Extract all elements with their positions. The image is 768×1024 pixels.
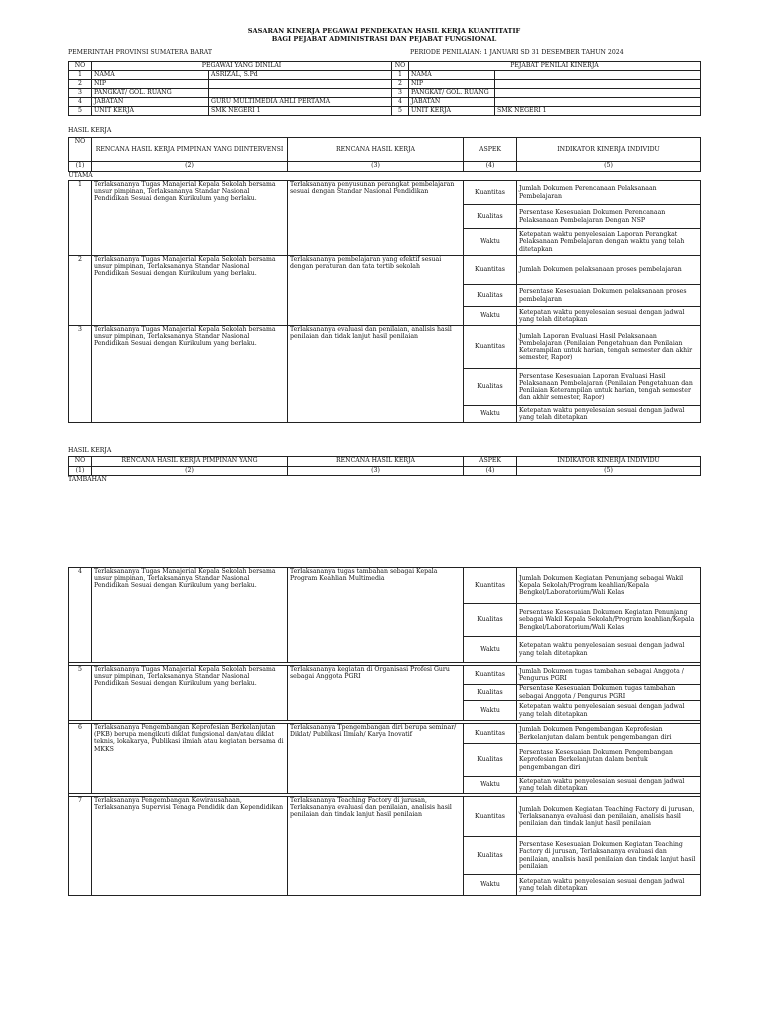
kerja-rhk: Terlaksananya pembelajaran yang efektif sesuai dengan peraturan dan tata tertib sekolah	[288, 256, 464, 326]
kerja-indikator: Jumlah Dokumen Kegiatan Penunjang sebagai Wakil Kepala Sekolah/Program keahlian/Kepala Bengkel/Laboratorium/Wali Kelas	[517, 568, 701, 604]
kerja-rhk-pimpinan: Terlaksananya Tugas Manajerial Kepala Sekolah bersama unsur pimpinan, Terlaksananya Standar Nasional Pendidikan Sesuai dengan Kurikulum yang berlaku.	[92, 326, 288, 423]
kerja-aspek: Kuantitas	[464, 568, 517, 604]
identity-no-right: 1	[392, 71, 409, 80]
kerja-no: 3	[69, 326, 92, 423]
kerja-rhk: Terlaksananya penyusunan perangkat pembelajaran sesuai dengan Standar Nasional Pendidikan	[288, 181, 464, 256]
kerja-aspek: Kualitas	[464, 604, 517, 637]
identity-rows	[69, 71, 701, 116]
col-number-3b: (3)	[288, 467, 464, 476]
identity-field-label-right: JABATAN	[409, 98, 495, 107]
kerja-no: 4	[69, 568, 92, 663]
tambahan-header-row	[69, 457, 701, 467]
identity-field-label-right: NIP	[409, 80, 495, 89]
kerja-aspek: Waktu	[464, 229, 517, 256]
col-number-3: (3)	[288, 162, 464, 172]
identity-row	[69, 98, 701, 107]
identity-no-right: 4	[392, 98, 409, 107]
col-number-2: (2)	[92, 162, 288, 172]
kerja-no: 5	[69, 666, 92, 721]
identity-field-value	[209, 89, 392, 98]
col-aspek-header-2: ASPEK	[464, 457, 517, 467]
pejabat-penilai-header: PEJABAT PENILAI KINERJA	[409, 62, 701, 71]
col-number-1: (1)	[69, 162, 92, 172]
kerja-indikator: Jumlah Dokumen tugas tambahan sebagai Anggota / Pengurus PGRI	[517, 666, 701, 685]
identity-no: 3	[69, 89, 92, 98]
kerja-rhk-pimpinan: Terlaksananya Pengembangan Keprofesian Berkelanjutan (PKB) berupa mengikuti diklat fungsional dan/atau diklat teknis, lokakarya, Publikasi ilmiah atau kegiatan bersama di MKKS	[92, 724, 288, 794]
kerja-rhk: Terlaksananya Tpengembangan diri berupa seminar/ Diklat/ Publikasi Ilmiah/ Karya Inovatif	[288, 724, 464, 794]
column-number-row-2	[69, 467, 701, 476]
identity-field-label: NIP	[92, 80, 209, 89]
document-title-line2: BAGI PEJABAT ADMINISTRASI DAN PEJABAT FUNGSIONAL	[271, 35, 497, 43]
identity-field-value-right	[495, 98, 701, 107]
hasil-kerja-header-row	[69, 138, 701, 162]
kerja-rhk-pimpinan: Terlaksananya Tugas Manajerial Kepala Sekolah bersama unsur pimpinan, Terlaksananya Standar Nasional Pendidikan Sesuai dengan Kurikulum yang berlaku.	[92, 181, 288, 256]
kerja-rhk: Terlaksananya tugas tambahan sebagai Kepala Program Keahlian Multimedia	[288, 568, 464, 663]
identity-field-value: SMK NEGERI 1	[209, 107, 392, 116]
kerja-aspek: Kualitas	[464, 285, 517, 307]
kerja-no: 1	[69, 181, 92, 256]
document-title-line1: SASARAN KINERJA PEGAWAI PENDEKATAN HASIL KERJA KUANTITATIF	[247, 27, 521, 35]
kerja-row	[69, 181, 701, 205]
identity-field-value-right	[495, 89, 701, 98]
identity-table	[68, 61, 701, 116]
kerja-aspek: Kuantitas	[464, 326, 517, 369]
pegawai-dinilai-header: PEGAWAI YANG DINILAI	[92, 62, 392, 71]
kerja-aspek: Waktu	[464, 406, 517, 423]
kerja-aspek: Waktu	[464, 637, 517, 663]
kerja-indikator: Ketepatan waktu penyelesaian sesuai dengan jadwal yang telah ditetapkan	[517, 875, 701, 896]
identity-field-label-right: PANGKAT/ GOL. RUANG	[409, 89, 495, 98]
kerja-aspek: Kualitas	[464, 205, 517, 229]
identity-row	[69, 107, 701, 116]
hasil-kerja-label: HASIL KERJA	[68, 127, 112, 134]
column-number-row	[69, 162, 701, 172]
col-no-header-2: NO	[69, 457, 92, 467]
kerja-aspek: Kuantitas	[464, 256, 517, 285]
col-indikator-header: INDIKATOR KINERJA INDIVIDU	[517, 138, 701, 162]
col-number-2b: (2)	[92, 467, 288, 476]
col-rhk-pimpinan-header: RENCANA HASIL KERJA PIMPINAN YANG DIINTERVENSI	[92, 138, 288, 162]
kerja-no: 7	[69, 797, 92, 896]
kerja-row	[69, 256, 701, 285]
identity-field-label: NAMA	[92, 71, 209, 80]
kerja-indikator: Persentase Kesesuaian Dokumen tugas tambahan sebagai Anggota / Pengurus PGRI	[517, 685, 701, 701]
identity-field-value: GURU MULTIMEDIA AHLI PERTAMA	[209, 98, 392, 107]
kerja-rhk-pimpinan: Terlaksananya Pengembangan Kewirausahaan, Terlaksananya Supervisi Tenaga Pendidik dan Kependidikan	[92, 797, 288, 896]
col-rhk-pimpinan-header-2: RENCANA HASIL KERJA PIMPINAN YANG	[92, 457, 288, 467]
identity-field-value-right	[495, 71, 701, 80]
kerja-no: 6	[69, 724, 92, 794]
kerja-indikator: Ketepatan waktu penyelesaian Laporan Perangkat Pelaksanaan Pembelajaran dengan waktu yang telah ditetapkan	[517, 229, 701, 256]
identity-no: 4	[69, 98, 92, 107]
kerja-indikator: Persentase Kesesuaian Dokumen Pengembangan Keprofesian Berkelanjutan dalam bentuk pengembangan diri	[517, 744, 701, 777]
kerja-indikator: Ketepatan waktu penyelesaian sesuai dengan jadwal yang telah ditetapkan	[517, 637, 701, 663]
identity-field-value-right: SMK NEGERI 1	[495, 107, 701, 116]
identity-no: 2	[69, 80, 92, 89]
kerja-aspek: Kuantitas	[464, 724, 517, 744]
identity-row	[69, 80, 701, 89]
periode-label: PERIODE PENILAIAN: 1 JANUARI SD 31 DESEMBER TAHUN 2024	[410, 49, 624, 56]
identity-no-right: 3	[392, 89, 409, 98]
kerja-indikator: Persentase Kesesuaian Dokumen pelaksanaan proses pembelajaran	[517, 285, 701, 307]
kerja-row	[69, 797, 701, 837]
kerja-indikator: Ketepatan waktu penyelesaian sesuai dengan jadwal yang telah ditetapkan	[517, 307, 701, 326]
kerja-rhk-pimpinan: Terlaksananya Tugas Manajerial Kepala Sekolah bersama unsur pimpinan, Terlaksananya Standar Nasional Pendidikan Sesuai dengan Kurikulum yang berlaku.	[92, 666, 288, 721]
kerja-aspek: Kualitas	[464, 837, 517, 875]
identity-field-label: PANGKAT/ GOL. RUANG	[92, 89, 209, 98]
kerja-row	[69, 666, 701, 685]
kerja-indikator: Persentase Kesesuaian Laporan Evaluasi Hasil Pelaksanaan Pembelajaran (Penilaian Pengetahuan dan Penilaian Keterampilan untuk harian, tengah semester dan akhir semester, Rapor)	[517, 369, 701, 406]
tambahan-label: TAMBAHAN	[68, 476, 107, 483]
identity-no: 1	[69, 71, 92, 80]
kerja-indikator: Jumlah Dokumen Pengembangan Keprofesian Berkelanjutan dalam bentuk pengembangan diri	[517, 724, 701, 744]
utama-label-row	[69, 172, 701, 181]
hasil-kerja-tambahan-header-table	[68, 456, 701, 476]
identity-field-label-right: NAMA	[409, 71, 495, 80]
kerja-indikator: Jumlah Laporan Evaluasi Hasil Pelaksanaan Pembelajaran (Penilaian Pengetahuan dan Penilaian Keterampilan untuk harian, tengah semester dan akhir semester, Rapor)	[517, 326, 701, 369]
col-number-5b: (5)	[517, 467, 701, 476]
kerja-indikator: Ketepatan waktu penyelesaian sesuai dengan jadwal yang telah ditetapkan	[517, 406, 701, 423]
identity-no-right: 2	[392, 80, 409, 89]
identity-field-value-right	[495, 80, 701, 89]
kerja-rhk: Terlaksananya Teaching Factory di jurusan, Terlaksananya evaluasi dan penilaian, analisis hasil penilaian dan tindak lanjut hasil penilaian	[288, 797, 464, 896]
hasil-kerja-tambahan-table	[68, 567, 701, 896]
identity-row	[69, 71, 701, 80]
col-aspek-header: ASPEK	[464, 138, 517, 162]
identity-no-right: 5	[392, 107, 409, 116]
kerja-rhk-pimpinan: Terlaksananya Tugas Manajerial Kepala Sekolah bersama unsur pimpinan, Terlaksananya Standar Nasional Pendidikan Sesuai dengan Kurikulum yang berlaku.	[92, 568, 288, 663]
identity-no: 5	[69, 107, 92, 116]
kerja-indikator: Ketepatan waktu penyelesaian sesuai dengan jadwal yang telah ditetapkan	[517, 777, 701, 794]
utama-label: UTAMA	[68, 172, 93, 179]
identity-field-value	[209, 80, 392, 89]
hasil-kerja-label-2: HASIL KERJA	[68, 447, 112, 454]
hasil-kerja-utama-table	[68, 137, 701, 423]
kerja-indikator: Jumlah Dokumen Kegiatan Teaching Factory di jurusan, Terlaksananya evaluasi dan penilaian, analisis hasil penilaian dan tindak lanjut hasil penilaian	[517, 797, 701, 837]
kerja-rhk: Terlaksananya evaluasi dan penilaian, analisis hasil penilaian dan tidak lanjut hasil penilaian	[288, 326, 464, 423]
identity-header-row	[69, 62, 701, 71]
identity-field-label-right: UNIT KERJA	[409, 107, 495, 116]
kerja-aspek: Kualitas	[464, 744, 517, 777]
col-number-5: (5)	[517, 162, 701, 172]
kerja-aspek: Waktu	[464, 701, 517, 721]
identity-no-header: NO	[69, 62, 92, 71]
col-no-header: NO	[69, 138, 92, 162]
instansi-label: PEMERINTAH PROVINSI SUMATERA BARAT	[68, 49, 213, 56]
identity-row	[69, 89, 701, 98]
col-number-4b: (4)	[464, 467, 517, 476]
col-indikator-header-2: INDIKATOR KINERJA INDIVIDU	[517, 457, 701, 467]
kerja-indikator: Jumlah Dokumen pelaksanaan proses pembelajaran	[517, 256, 701, 285]
kerja-row	[69, 724, 701, 744]
identity-field-value: ASRIZAL, S.Pd	[209, 71, 392, 80]
kerja-aspek: Kualitas	[464, 685, 517, 701]
col-number-4: (4)	[464, 162, 517, 172]
kerja-aspek: Kuantitas	[464, 666, 517, 685]
kerja-aspek: Waktu	[464, 777, 517, 794]
kerja-no: 2	[69, 256, 92, 326]
col-rhk-header: RENCANA HASIL KERJA	[288, 138, 464, 162]
identity-field-label: UNIT KERJA	[92, 107, 209, 116]
col-rhk-header-2: RENCANA HASIL KERJA	[288, 457, 464, 467]
kerja-indikator: Jumlah Dokumen Perencanaan Pelaksanaan Pembelajaran	[517, 181, 701, 205]
kerja-aspek: Waktu	[464, 875, 517, 896]
col-number-1b: (1)	[69, 467, 92, 476]
kerja-indikator: Ketepatan waktu penyelesaian sesuai dengan jadwal yang telah ditetapkan	[517, 701, 701, 721]
kerja-rhk-pimpinan: Terlaksananya Tugas Manajerial Kepala Sekolah bersama unsur pimpinan, Terlaksananya Standar Nasional Pendidikan Sesuai dengan Kurikulum yang berlaku.	[92, 256, 288, 326]
kerja-rhk: Terlaksananya kegiatan di Organisasi Profesi Guru sebagai Anggota PGRI	[288, 666, 464, 721]
kerja-aspek: Kuantitas	[464, 797, 517, 837]
kerja-aspek: Waktu	[464, 307, 517, 326]
kerja-row	[69, 568, 701, 604]
kerja-row	[69, 326, 701, 369]
utama-rows	[69, 181, 701, 423]
kerja-indikator: Persentase Kesesuaian Dokumen Perencanaan Pelaksanaan Pembelajaran Dengan NSP	[517, 205, 701, 229]
kerja-aspek: Kualitas	[464, 369, 517, 406]
kerja-indikator: Persentase Kesesuaian Dokumen Kegiatan Penunjang sebagai Wakil Kepala Sekolah/Program keahlian/Kepala Bengkel/Laboratorium/Wali Kelas	[517, 604, 701, 637]
identity-no-header-right: NO	[392, 62, 409, 71]
identity-field-label: JABATAN	[92, 98, 209, 107]
tambahan-rows	[69, 568, 701, 896]
kerja-indikator: Persentase Kesesuaian Dokumen Kegiatan Teaching Factory di jurusan, Terlaksananya evaluasi dan penilaian, analisis hasil penilaian dan tindak lanjut hasil penilaian	[517, 837, 701, 875]
kerja-aspek: Kuantitas	[464, 181, 517, 205]
